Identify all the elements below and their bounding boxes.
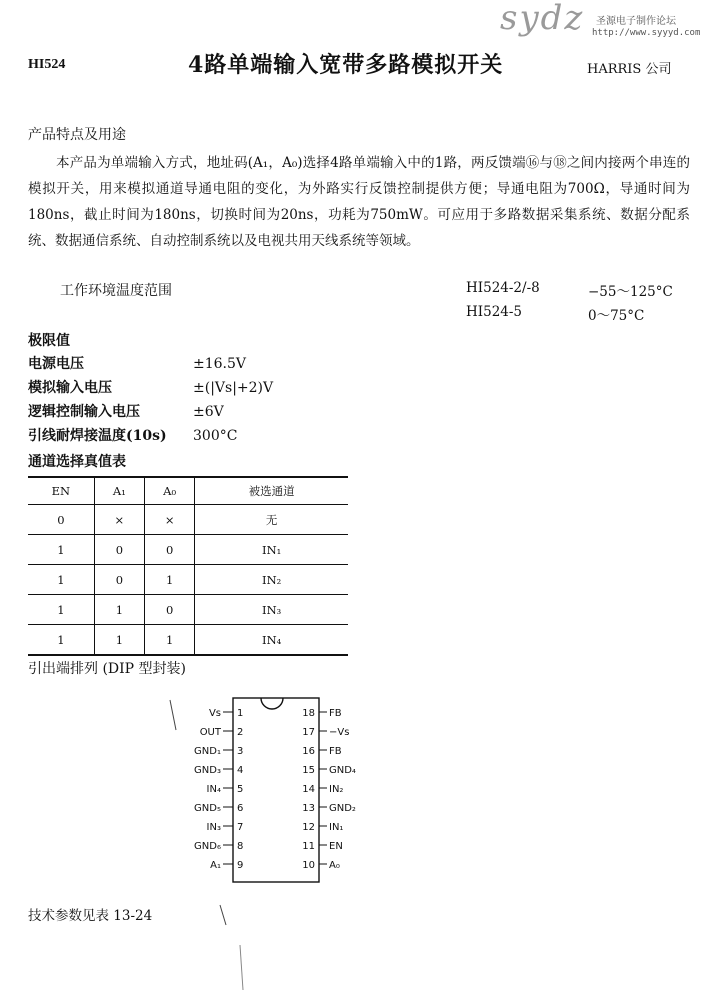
table-cell: IN₂ (195, 565, 348, 595)
truth-table-title: 通道选择真值表 (28, 454, 126, 470)
table-cell: 1 (145, 625, 195, 656)
pin-number: 1 (237, 708, 244, 719)
limit-name: 逻辑控制输入电压 (28, 404, 140, 420)
features-title: 产品特点及用途 (28, 127, 126, 143)
pin-number: 3 (237, 746, 244, 757)
table-cell: 1 (145, 565, 195, 595)
watermark-url: http://www.syyyd.com (592, 28, 701, 38)
limit-name: 模拟输入电压 (28, 380, 112, 396)
watermark-logo-text: sydz (500, 0, 585, 38)
pin-name: GND₁ (194, 746, 221, 757)
table-cell: IN₁ (195, 535, 348, 565)
table-cell: 1 (28, 595, 94, 625)
pinout-title: 引出端排列 (DIP 型封装) (28, 661, 186, 677)
temp-part-2: HI524-5 (466, 304, 523, 320)
footer-note: 技术参数见表 13-24 (28, 908, 153, 924)
table-cell: 0 (94, 565, 144, 595)
header-a1: A₁ (94, 477, 144, 505)
temperature-label: 工作环境温度范围 (60, 283, 172, 299)
pin-number: 18 (302, 708, 315, 719)
watermark-site-name: 圣源电子制作论坛 (596, 16, 676, 27)
table-cell: 1 (28, 625, 94, 656)
table-cell: 0 (28, 505, 94, 535)
pin-name: −Vs (329, 727, 350, 738)
limit-name: 引线耐焊接温度(10s) (28, 428, 167, 444)
pin-name: FB (329, 708, 342, 719)
table-cell: 1 (28, 535, 94, 565)
table-cell: × (145, 505, 195, 535)
company-name: HARRIS 公司 (587, 62, 672, 77)
pin-name: GND₅ (194, 803, 221, 814)
pin-name: IN₁ (329, 822, 344, 833)
pin-name: IN₃ (206, 822, 221, 833)
pin-name: A₀ (329, 860, 340, 871)
part-id: HI524 (28, 57, 66, 72)
table-cell: 无 (195, 505, 348, 535)
pin-name: GND₄ (329, 765, 356, 776)
pin-number: 9 (237, 860, 244, 871)
pin-number: 2 (237, 727, 244, 738)
table-cell: 1 (28, 565, 94, 595)
limit-value: 300°C (193, 428, 238, 444)
pin-number: 14 (302, 784, 315, 795)
table-cell: IN₄ (195, 625, 348, 656)
pin-name: GND₃ (194, 765, 221, 776)
scan-mark (240, 945, 243, 990)
scan-mark (170, 700, 176, 730)
pin-number: 6 (237, 803, 244, 814)
pin-number: 11 (302, 841, 315, 852)
pin-number: 7 (237, 822, 244, 833)
pin1-notch (261, 698, 283, 709)
pin-name: GND₆ (194, 841, 221, 852)
pin-name: IN₄ (206, 784, 221, 795)
limit-value: ±(|Vs|+2)V (193, 380, 274, 396)
pin-number: 16 (302, 746, 315, 757)
header-en: EN (28, 477, 94, 505)
features-text: 本产品为单端输入方式，地址码(A₁，A₀)选择4路单端输入中的1路，两反馈端⑯与⑱之间内接两个串连的模拟开关，用来模拟通道导通电阻的变化，为外路实行反馈控制提供方便；导通电阻为700Ω，导通时间为180ns，截止时间为180ns，切换时间为20ns，功耗为750mW。可应用于多路数据采集系统、数据分配系统、数据通信系统、自动控制系统以及电视共用天线系统等领域。 (28, 155, 690, 249)
pin-name: Vs (208, 708, 221, 719)
limits-title: 极限值 (28, 333, 70, 349)
temp-range-1: −55～125°C (588, 284, 673, 300)
pin-name: GND₂ (329, 803, 356, 814)
table-cell: 1 (94, 625, 144, 656)
table-cell: × (94, 505, 144, 535)
limit-name: 电源电压 (28, 356, 84, 372)
scan-mark (220, 905, 226, 925)
table-cell: 0 (145, 535, 195, 565)
pin-number: 8 (237, 841, 244, 852)
pin-number: 5 (237, 784, 244, 795)
pin-number: 15 (302, 765, 315, 776)
limit-value: ±6V (193, 404, 224, 420)
header-a0: A₀ (145, 477, 195, 505)
limit-value: ±16.5V (193, 356, 247, 372)
table-cell: 0 (145, 595, 195, 625)
pin-number: 12 (302, 822, 315, 833)
header-channel: 被选通道 (195, 477, 348, 505)
temp-part-1: HI524-2/-8 (466, 280, 540, 296)
table-cell: IN₃ (195, 595, 348, 625)
pin-number: 13 (302, 803, 315, 814)
pin-name: IN₂ (329, 784, 344, 795)
pin-name: A₁ (210, 860, 221, 871)
pin-number: 17 (302, 727, 315, 738)
table-cell: 0 (94, 535, 144, 565)
table-cell: 1 (94, 595, 144, 625)
pin-number: 4 (237, 765, 244, 776)
pin-number: 10 (302, 860, 315, 871)
pin-name: FB (329, 746, 342, 757)
page-title: 4路单端输入宽带多路模拟开关 (188, 52, 504, 78)
pin-name: OUT (199, 727, 221, 738)
pin-name: EN (329, 841, 343, 852)
temp-range-2: 0～75°C (588, 308, 645, 324)
